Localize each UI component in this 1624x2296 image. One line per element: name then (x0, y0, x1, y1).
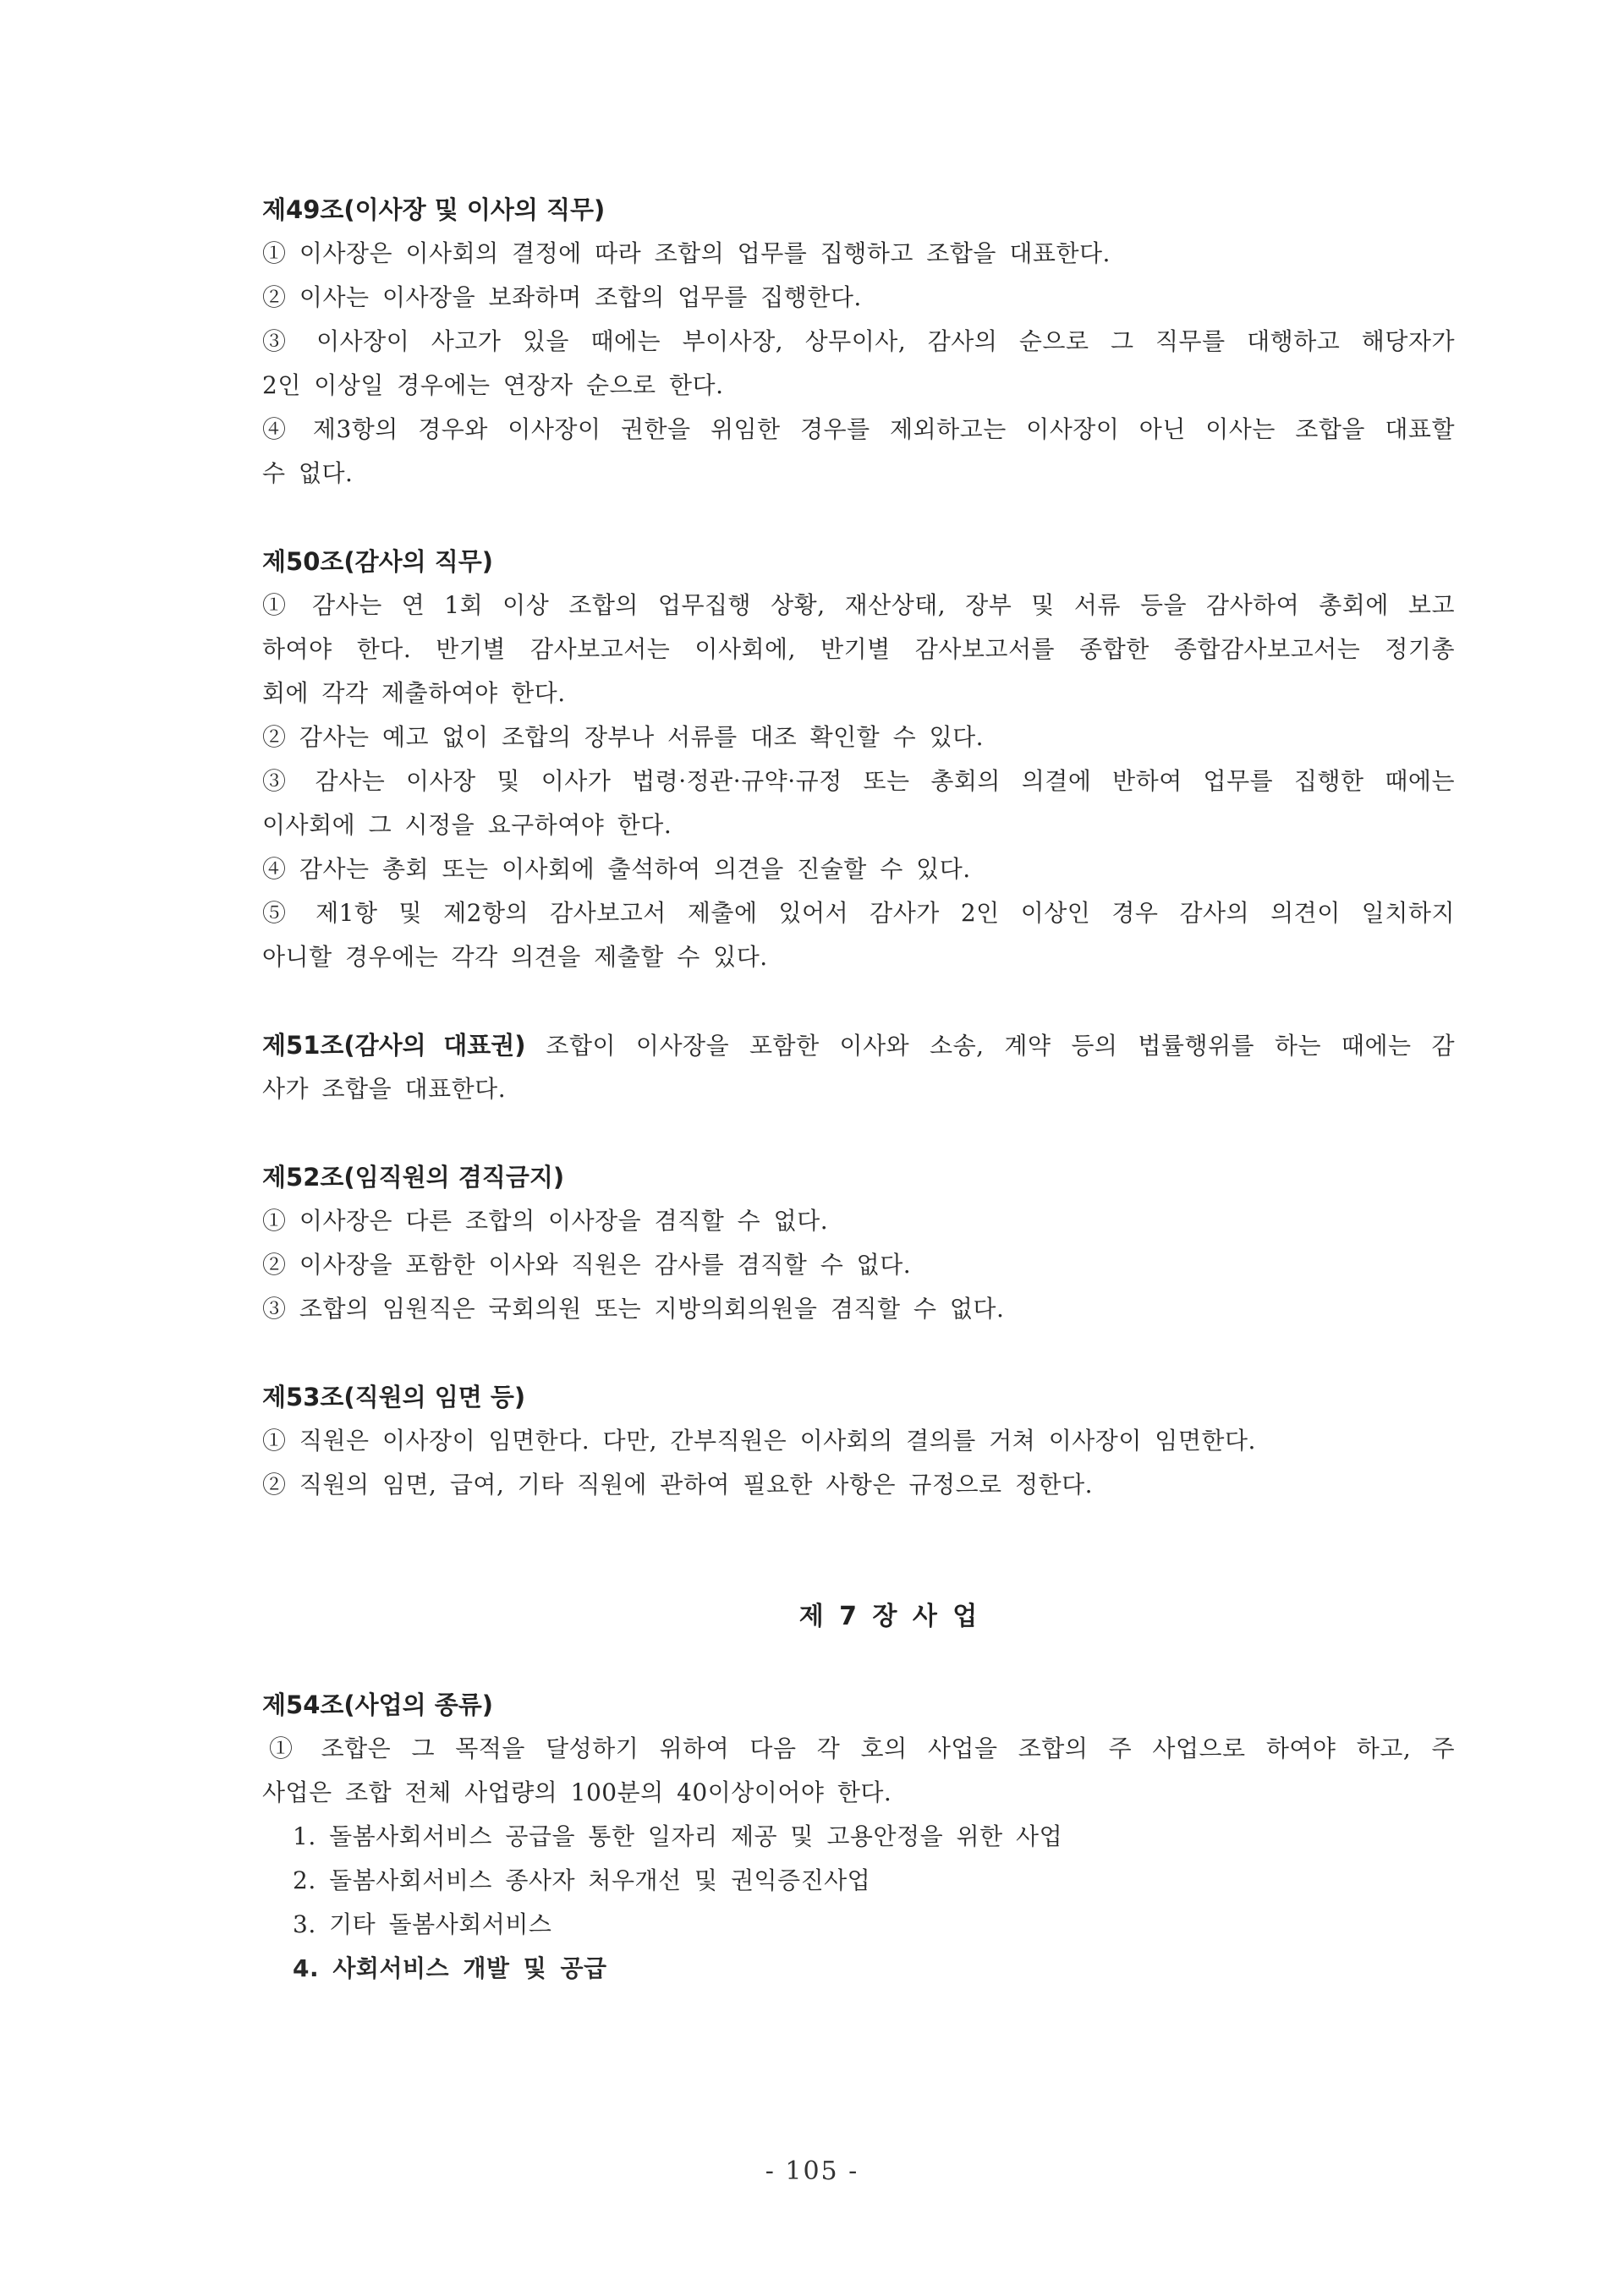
article-49-line-3: ③ 이사장이 사고가 있을 때에는 부이사장, 상무이사, 감사의 순으로 그 직무를 대행하고 해당자가 (262, 327, 1455, 355)
article-49-line-4: 2인 이상일 경우에는 연장자 순으로 한다. (262, 371, 724, 399)
article-53-heading: 제53조(직원의 임면 등) (262, 1383, 526, 1411)
page-number: - 105 - (765, 2156, 859, 2186)
spacer (262, 1507, 1455, 1551)
article-50-line-8: ⑤ 제1항 및 제2항의 감사보고서 제출에 있어서 감사가 2인 이상인 경우 감사의 의견이 일치하지 (262, 899, 1455, 927)
spacer (262, 979, 1455, 1023)
article-54-item-3: 3. 기타 돌봄사회서비스 (293, 1910, 552, 1938)
article-52-line-2: ② 이사장을 포함한 이사와 직원은 감사를 겸직할 수 없다. (262, 1251, 912, 1279)
article-49-line-2: ② 이사는 이사장을 보좌하며 조합의 업무를 집행한다. (262, 283, 862, 311)
article-49-line-1: ① 이사장은 이사회의 결정에 따라 조합의 업무를 집행하고 조합을 대표한다. (262, 239, 1111, 267)
article-51-line-1 (262, 1023, 1455, 1067)
article-50-line-6: 이사회에 그 시정을 요구하여야 한다. (262, 811, 672, 839)
article-50-heading: 제50조(감사의 직무) (262, 547, 494, 576)
article-54-heading: 제54조(사업의 종류) (262, 1690, 494, 1719)
spacer (262, 496, 1455, 540)
article-54-item-1: 1. 돌봄사회서비스 공급을 통한 일자리 제공 및 고용안정을 위한 사업 (293, 1822, 1063, 1850)
article-54-line-2: 사업은 조합 전체 사업량의 100분의 40이상이어야 한다. (262, 1778, 892, 1806)
article-53-line-2: ② 직원의 임면, 급여, 기타 직원에 관하여 필요한 사항은 규정으로 정한다. (262, 1471, 1094, 1499)
article-52-line-1: ① 이사장은 다른 조합의 이사장을 겸직할 수 없다. (262, 1207, 829, 1235)
spacer (262, 1111, 1455, 1155)
chapter-title: 제 7 장 사 업 (798, 1602, 978, 1631)
article-50-line-7: ④ 감사는 총회 또는 이사회에 출석하여 의견을 진술할 수 있다. (262, 855, 971, 883)
article-52-heading: 제52조(임직원의 겸직금지) (262, 1163, 565, 1192)
spacer (262, 1639, 1455, 1683)
article-51-line-2: 사가 조합을 대표한다. (262, 1075, 507, 1103)
article-49 (262, 188, 1455, 496)
article-51-heading: 제51조(감사의 대표권) (262, 1031, 526, 1060)
article-50-line-2: 하여야 한다. 반기별 감사보고서는 이사회에, 반기별 감사보고서를 종합한 종합감사보고서는 정기총 (262, 635, 1455, 663)
article-54-line-1: ① 조합은 그 목적을 달성하기 위하여 다음 각 호의 사업을 조합의 주 사업으로 하여야 하고, 주 (269, 1734, 1455, 1762)
article-52-line-3: ③ 조합의 임원직은 국회의원 또는 지방의회의원을 겸직할 수 없다. (262, 1295, 1005, 1323)
article-50-line-9: 아니할 경우에는 각각 의견을 제출할 수 있다. (262, 943, 768, 971)
article-52 (262, 1155, 1455, 1331)
spacer (262, 1551, 1455, 1595)
article-53 (262, 1375, 1455, 1507)
spacer (262, 1331, 1455, 1375)
article-51-text: 조합이 이사장을 포함한 이사와 소송, 계약 등의 법률행위를 하는 때에는 감 (525, 1032, 1455, 1060)
article-50-line-4: ② 감사는 예고 없이 조합의 장부나 서류를 대조 확인할 수 있다. (262, 723, 985, 751)
article-49-line-5: ④ 제3항의 경우와 이사장이 권한을 위임한 경우를 제외하고는 이사장이 아닌 이사는 조합을 대표할 (262, 415, 1455, 443)
article-50-line-3: 회에 각각 제출하여야 한다. (262, 679, 566, 707)
article-50 (262, 540, 1455, 979)
article-49-heading: 제49조(이사장 및 이사의 직무) (262, 195, 606, 224)
article-54-item-4: 4. 사회서비스 개발 및 공급 (293, 1954, 607, 1982)
article-50-line-1: ① 감사는 연 1회 이상 조합의 업무집행 상황, 재산상태, 장부 및 서류 등을 감사하여 총회에 보고 (262, 591, 1455, 619)
document-page (262, 188, 1455, 1991)
article-54 (262, 1683, 1455, 1991)
article-50-line-5: ③ 감사는 이사장 및 이사가 법령·정관·규약·규정 또는 총회의 의결에 반하여 업무를 집행한 때에는 (262, 767, 1455, 795)
article-49-line-6: 수 없다. (262, 459, 354, 487)
article-51 (262, 1023, 1455, 1111)
article-54-item-2: 2. 돌봄사회서비스 종사자 처우개선 및 권익증진사업 (293, 1866, 871, 1894)
article-53-line-1: ① 직원은 이사장이 임면한다. 다만, 간부직원은 이사회의 결의를 거쳐 이사장이 임면한다. (262, 1427, 1256, 1455)
